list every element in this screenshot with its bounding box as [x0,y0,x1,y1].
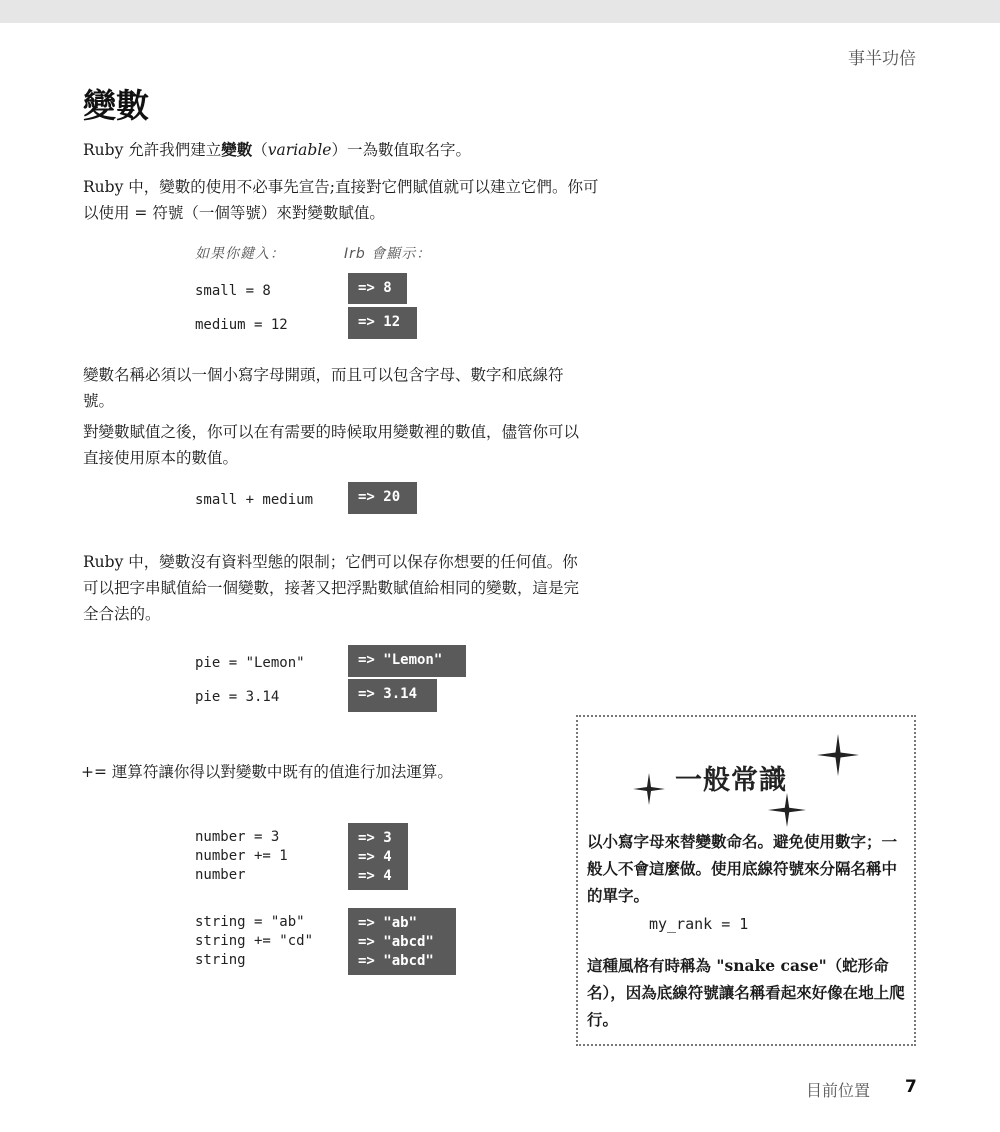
result-pie-float: => 3.14 [348,679,437,712]
naming-paragraph: 變數名稱必須以一個小寫字母開頭，而且可以包含字母、數字和底線符號。 [83,366,564,410]
result-medium: => 12 [348,307,417,339]
sparkle-icon-medium [767,792,807,828]
result-string: => "ab" => "abcd" => "abcd" [348,908,456,975]
result-number: => 3 => 4 => 4 [348,823,408,890]
declaration-paragraph: Ruby 中，變數的使用不必事先宣告;直接對它們賦值就可以建立它們。你可以使用 = 符號（一個等號）來對變數賦值。 [83,178,599,222]
code-sum: small + medium [195,492,314,508]
footer-section-label: 目前位置 [806,1081,871,1100]
types-paragraph: Ruby 中，變數沒有資料型態的限制；它們可以保存你想要的任何值。你可以把字串賦值給一個變數，接著又把浮點數賦值給相同的變數，這是完全合法的。 [83,553,580,623]
you-type-hint: 如果你鍵入： [195,246,285,262]
sparkle-icon-large [816,733,860,777]
tip-title: 一般常識 [675,765,787,796]
intro-italic-term: variable [267,141,332,159]
chapter-header: 事半功倍 [848,49,916,69]
intro-paren: （ [252,141,268,159]
code-medium: medium = 12 [195,317,288,333]
intro-text-2: ）一為數值取名字。 [331,141,471,159]
code-string: string = "ab" string += "cd" string [195,914,314,968]
tip-code: my_rank = 1 [649,915,749,933]
intro-text-1: Ruby 允許我們建立 [83,141,222,159]
code-number: number = 3 number += 1 number [195,829,288,883]
tip-text-naming: 以小寫字母來替變數命名。避免使用數字；一般人不會這麼做。使用底線符號來分隔名稱中的單字。 [587,832,898,905]
usage-paragraph: 對變數賦值之後，你可以在有需要的時候取用變數裡的數值，儘管你可以直接使用原本的數值。 [83,423,580,467]
page-title: 變數 [83,86,149,125]
tip-text-snake-case: 這種風格有時稱為 "snake case"（蛇形命名），因為底線符號讓名稱看起來好像在地上爬行。 [587,956,905,1029]
code-pie-lemon: pie = "Lemon" [195,655,305,671]
result-sum: => 20 [348,482,417,514]
irb-shows-hint: Irb 會顯示： [344,246,432,262]
code-small: small = 8 [195,283,271,299]
result-pie-lemon: => "Lemon" [348,645,466,677]
sparkle-icon [632,772,666,806]
code-pie-float: pie = 3.14 [195,689,280,705]
top-bar [0,0,1000,23]
plus-equals-paragraph: += 運算符讓你得以對變數中既有的值進行加法運算。 [81,763,453,781]
intro-paragraph [83,137,603,163]
page-number: 7 [905,1077,917,1097]
result-small: => 8 [348,273,407,304]
intro-bold-term: 變數 [221,140,253,159]
